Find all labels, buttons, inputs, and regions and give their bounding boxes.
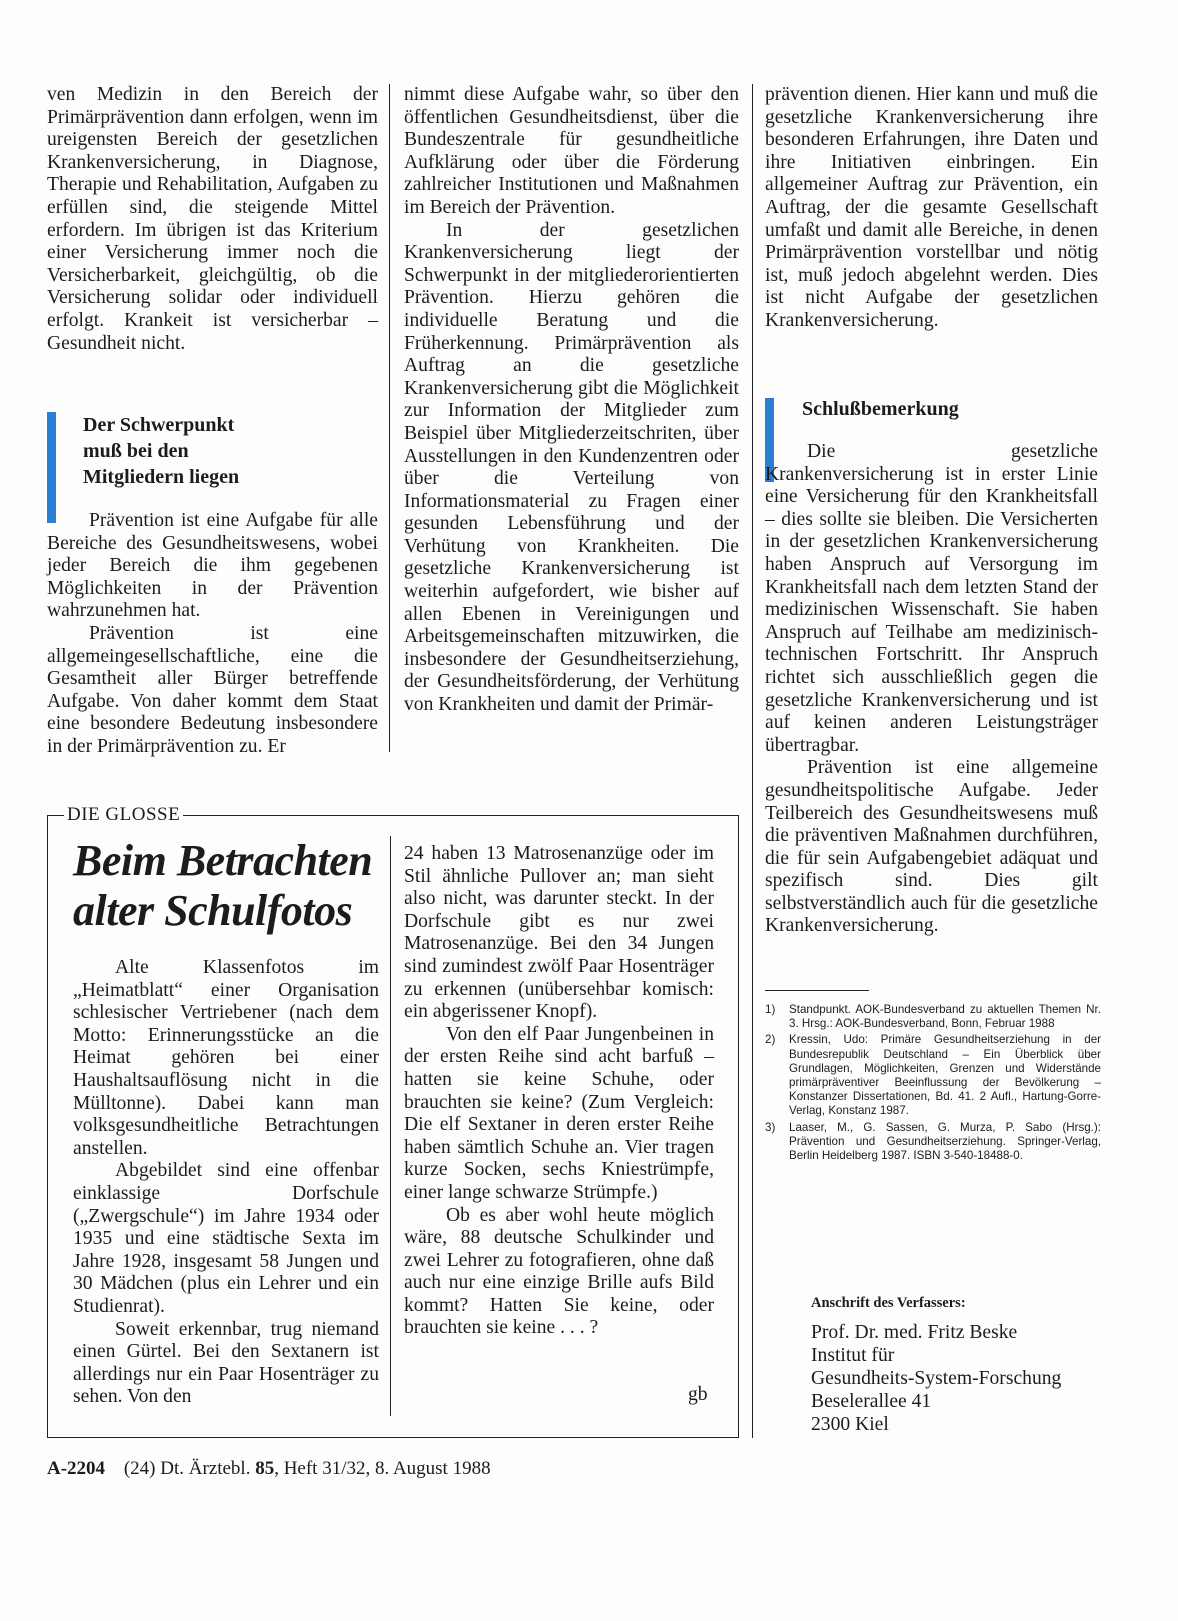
footnote-rule: [765, 990, 869, 991]
footnotes: [765, 1003, 1101, 1163]
footnote: 2) Kressin, Udo: Primäre Gesundheitserziehung in der Bundesrepublik Deutschland – Ein Überblick über Grundlagen, Möglichkeiten, Grenzen und Widerstände primärpräventiver Beeinflussung der Bevölkerung – Konstanzer Dissertationen, Bd. 41. 2 Aufl., Hartung-Gorre-Verlag, Konstanz 1987.: [765, 1033, 1101, 1118]
column-2-text: [404, 84, 739, 717]
section-heading: Der Schwerpunkt muß bei den Mitgliedern liegen: [83, 414, 240, 488]
paragraph: Abgebildet sind eine offenbar einklassige Dorfschule („Zwergschule“) im Jahre 1934 oder 1935 und eine städtische Sexta im Jahre 1928, insgesamt 58 Jungen und 30 Mädchen (plus ein Lehrer und ein Studienrat).: [73, 1160, 379, 1317]
glosse-title: Beim Betrachten alter Schulfotos: [73, 836, 373, 935]
glosse-left-column: [73, 957, 379, 1409]
glosse-column-divider: [390, 836, 391, 1416]
paragraph: Ob es aber wohl heute möglich wäre, 88 deutsche Schulkinder und zwei Lehrer zu fotografieren, ohne daß auch nur eine einzige Brille aufs Bild kommt? Hatten Sie keine, oder brauchten sie keine . . . ?: [404, 1204, 714, 1339]
paragraph: Soweit erkennbar, trug niemand einen Gürtel. Bei den Sextanern ist allerdings nur ein Paar Hosenträger zu sehen. Von den: [73, 1318, 379, 1408]
column-1-text: [47, 84, 378, 355]
column-3-text-2: [765, 441, 1098, 938]
paragraph: Die gesetzliche Krankenversicherung ist in erster Linie eine Versicherung für den Krankheitsfall – dies sollte sie bleiben. Die Versicherten in der gesetzlichen Krankenversicherung haben Anspruch auf Versorgung im Krankheitsfall nach dem letzten Stand der medizinischen Wissenschaft. Sie haben Anspruch auf Teilhabe am medizinisch-technischen Fortschritt. Ihr Anspruch richtet sich ausschließlich gegen die gesetzliche Krankenversicherung und ist auf keinen anderen Leistungsträger übertragbar.: [765, 441, 1098, 756]
column-divider: [389, 84, 390, 752]
column-divider: [752, 84, 753, 1438]
paragraph: Prävention ist eine allgemeine gesundheitspolitische Aufgabe. Jeder Teilbereich des Gesundheitswesens muß die präventiven Maßnahmen durchführen, die für sein Aufgabengebiet adäquat und spezifisch sind. Dies gilt selbstverständlich auch für die gesetzliche Krankenversicherung.: [765, 757, 1098, 937]
paragraph: nimmt diese Aufgabe wahr, so über den öffentlichen Gesundheitsdienst, über die Bundeszentrale für gesundheitliche Aufklärung oder über die Förderung zahlreicher Institutionen und Maßnahmen im Bereich der Prävention.: [404, 84, 739, 218]
column-3-text: [765, 84, 1098, 333]
issue-date: , Heft 31/32, 8. August 1988: [274, 1458, 491, 1479]
author-address: Prof. Dr. med. Fritz Beske Institut für Gesundheits-System-Forschung Beselerallee 41 2300 Kiel: [811, 1322, 1062, 1435]
column-1-text-2: [47, 510, 378, 759]
glosse-signature: gb: [688, 1384, 708, 1405]
glosse-right-column: [404, 843, 714, 1340]
paragraph: Von den elf Paar Jungenbeinen in der ersten Reihe sind acht barfuß – hatten sie keine Schuhe, oder brauchten sie keine? (Zum Vergleich: Die elf Sextaner in deren erster Reihe haben sämtlich Schuhe an. Vier tragen kurze Socken, sechs Kniestrümpfe, einer lange schwarze Strümpfe.): [404, 1023, 714, 1203]
journal-citation: (24) Dt. Ärztebl.: [123, 1458, 251, 1479]
page-footer: [47, 1458, 491, 1480]
paragraph: In der gesetzlichen Krankenversicherung liegt der Schwerpunkt in der mitgliederorientierten Prävention. Hierzu gehören die individuelle Beratung und die Früherkennung. Primärprävention als Auftrag an die gesetzliche Krankenversicherung gibt die Möglichkeit zur Information der Mitglieder zum Beispiel über Mitgliederzeitschriten, über Ausstellungen in den Kundenzentren oder über die Verteilung von Informationsmaterial zu Fragen einer gesunden Lebensführung und der Verhütung von Krankheiten. Die gesetzliche Krankenversicherung ist weiterhin aufgefordert, wie bisher auf allen Ebenen in Vereinigungen und Arbeitsgemeinschaften mitzuwirken, die insbesondere der Gesundheitserziehung, der Gesundheitsförderung, der Verhütung von Krankheiten und damit der Primär-: [404, 219, 739, 716]
section-marker-bar: [47, 412, 56, 523]
page-number: A-2204: [47, 1458, 106, 1479]
footnote: 3) Laaser, M., G. Sassen, G. Murza, P. Sabo (Hrsg.): Prävention und Gesundheitserziehung. Springer-Verlag, Berlin Heidelberg 1987. ISBN 3-540-18488-0.: [765, 1120, 1101, 1163]
paragraph: Prävention ist eine allgemeingesellschaftliche, eine die Gesamtheit aller Bürger betreffende Aufgabe. Von daher kommt dem Staat eine besondere Bedeutung insbesondere in der Primärprävention zu. Er: [47, 622, 378, 757]
volume-number: 85: [255, 1458, 275, 1479]
paragraph: Alte Klassenfotos im „Heimatblatt“ einer Organisation schlesischer Vertriebener (nach dem Motto: Erinnerungsstücke an die Heimat gehören bei einer Haushaltsauflösung nicht in die Mülltonne). Dabei kann man volksgesundheitliche Betrachtungen anstellen.: [73, 957, 379, 1159]
footnote: 1) Standpunkt. AOK-Bundesverband zu aktuellen Themen Nr. 3. Hrsg.: AOK-Bundesverband, Bonn, Februar 1988: [765, 1003, 1101, 1031]
section-heading-schlussbemerkung: Schlußbemerkung: [802, 398, 959, 420]
address-heading: Anschrift des Verfassers:: [811, 1295, 966, 1311]
paragraph: 24 haben 13 Matrosenanzüge oder im Stil ähnliche Pullover an; man sieht also nicht, was darunter steckt. In der Dorfschule gibt es nur zwei Matrosenanzüge. Bei den 34 Jungen sind zumindest zwölf Paar Hosenträger zu erkennen (unübersehbar komisch: ein abgerissener Knopf).: [404, 843, 714, 1023]
paragraph: ven Medizin in den Bereich der Primärprävention dann erfolgen, wenn im ureigensten Bereich der gesetzlichen Krankenversicherung, in Diagnose, Therapie und Rehabilitation, Aufgaben zu erfüllen sind, die steigende Mittel erfordern. Im übrigen ist das Kriterium einer Versicherung immer noch die Versicherbarkeit, gleichgültig, ob die Versicherung solidar oder individuell erfolgt. Krankeit ist versicherbar – Gesundheit nicht.: [47, 84, 378, 354]
paragraph: Prävention ist eine Aufgabe für alle Bereiche des Gesundheitswesens, wobei jeder Bereich die ihm gegebenen Möglichkeiten in der Prävention wahrzunehmen hat.: [47, 510, 378, 622]
glosse-label: DIE GLOSSE: [64, 804, 183, 826]
paragraph: prävention dienen. Hier kann und muß die gesetzliche Krankenversicherung ihre besonderen Erfahrungen, ihre Daten und ihre Initiativen einbringen. Ein allgemeiner Auftrag zur Prävention, ein Auftrag, der die gesamte Gesellschaft umfaßt und damit alle Bereiche, in denen Primärprävention vorstellbar und nötig ist, muß jedoch abgelehnt werden. Dies ist nicht Aufgabe der gesetzlichen Krankenversicherung.: [765, 84, 1098, 331]
